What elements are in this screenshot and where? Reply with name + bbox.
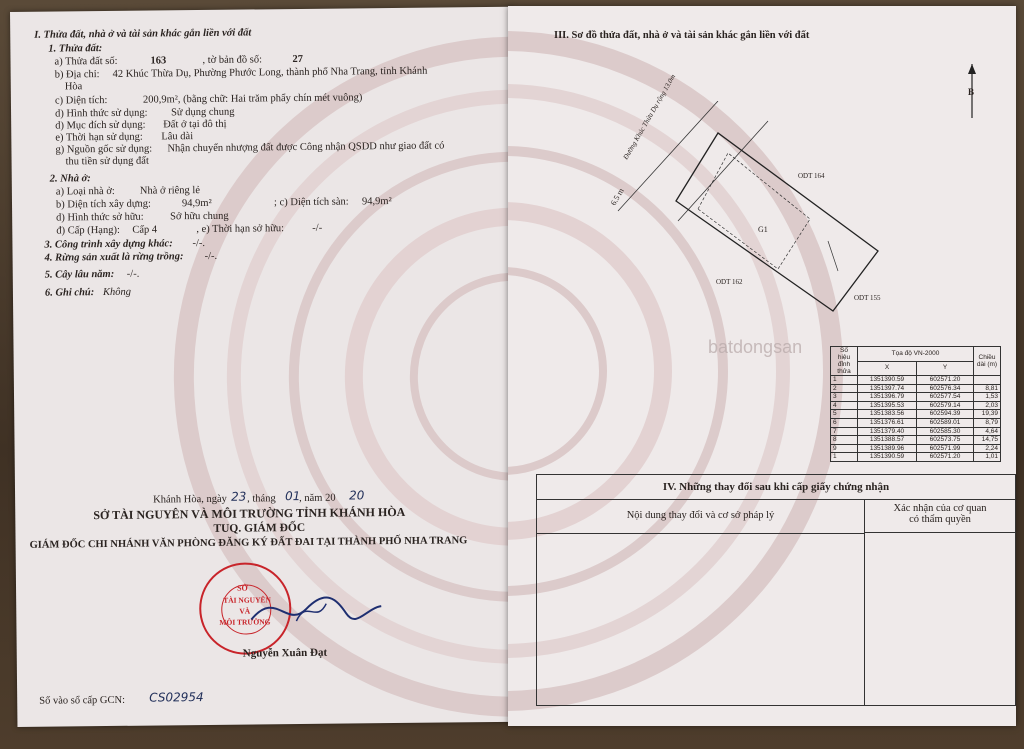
- changes-content-header: Nội dung thay đổi và cơ sở pháp lý: [537, 499, 864, 534]
- coord-cell-p: 4: [831, 401, 858, 410]
- build-area-value: 94,9m²: [181, 197, 212, 210]
- coord-cell-l: 1,53: [974, 393, 1001, 402]
- seal-text-3: VÀ: [239, 606, 251, 616]
- build-area-label: b) Diện tích xây dựng:: [55, 198, 151, 211]
- seal-text-1: SỞ: [236, 583, 248, 593]
- item-3-label: 3. Công trình xây dựng khác:: [44, 238, 173, 251]
- coord-row: [831, 376, 1001, 385]
- item-4-value: -/-.: [204, 250, 218, 262]
- changes-section: [536, 474, 1016, 706]
- address-value-cont: Hòa: [64, 81, 83, 93]
- coord-row: [831, 401, 1001, 410]
- coord-cell-x: 1351376.61: [858, 418, 917, 427]
- coord-cell-p: 7: [831, 427, 858, 436]
- item-5-value: -/-.: [126, 268, 140, 280]
- coord-cell-x: 1351383.56: [858, 410, 917, 419]
- house-type-label: a) Loại nhà ở:: [55, 185, 115, 198]
- date-year: 20: [349, 488, 365, 503]
- certificate-left-page: [10, 7, 519, 727]
- section-4-title: IV. Những thay đổi sau khi cấp giấy chứng nhận: [537, 475, 1015, 500]
- changes-confirm-header: [865, 499, 1015, 533]
- use-term-value: Lâu dài: [161, 131, 194, 143]
- adjacent-odt-155: ODT 155: [854, 294, 881, 302]
- section-3-title: III. Sơ đồ thửa đất, nhà ở và tài sản khác gắn liền với đất: [554, 30, 810, 41]
- signature: [246, 578, 387, 639]
- coord-cell-x: 1351389.96: [858, 444, 917, 453]
- north-label: B: [968, 87, 975, 97]
- coord-row: [831, 436, 1001, 445]
- certificate-right-page: [508, 6, 1016, 726]
- sheet-label: , tờ bản đồ số:: [202, 54, 263, 66]
- seal-text-2: TÀI NGUYÊN: [223, 595, 271, 605]
- coord-cell-p: 2: [831, 384, 858, 393]
- item-3-value: -/-.: [192, 237, 206, 250]
- item-5-label: 5. Cây lâu năm:: [44, 268, 115, 281]
- house-heading: 2. Nhà ở:: [49, 173, 91, 185]
- sheet-number: 27: [292, 53, 304, 66]
- coord-header-x: X: [858, 361, 917, 376]
- floor-area-value: 94,9m²: [361, 196, 392, 208]
- item-6-label: 6. Ghi chú:: [44, 287, 95, 299]
- coord-cell-l: 2,24: [974, 444, 1001, 453]
- confirm-header-line-1: Xác nhận của cơ quan: [893, 503, 987, 514]
- house-type-value: Nhà ở riêng lẻ: [139, 185, 201, 197]
- origin-value-cont: thu tiền sử dụng đất: [65, 155, 149, 168]
- coord-cell-y: 602573.75: [917, 436, 974, 445]
- coord-cell-l: 1,01: [974, 453, 1001, 462]
- coord-cell-l: 2,03: [974, 401, 1001, 410]
- date-month: 01: [285, 488, 301, 504]
- watermark-text: batdongsan: [708, 337, 803, 357]
- tuq-title: TUQ. GIÁM ĐỐC: [213, 521, 306, 535]
- coord-cell-l: 19,39: [974, 410, 1001, 419]
- item-4-label: 4. Rừng sản xuất là rừng trồng:: [44, 251, 184, 264]
- grade-label: đ) Cấp (Hạng):: [56, 224, 120, 237]
- director-title: GIÁM ĐỐC CHI NHÁNH VĂN PHÒNG ĐĂNG KÝ ĐẤT ĐAI TẠI THÀNH PHỐ NHA TRANG: [29, 535, 468, 551]
- coord-cell-l: 8,79: [974, 418, 1001, 427]
- coord-row: [831, 418, 1001, 427]
- signer-name: Nguyễn Xuân Đạt: [242, 646, 328, 660]
- coord-cell-p: 1: [831, 453, 858, 462]
- coord-cell-y: 602579.14: [917, 401, 974, 410]
- coord-row: [831, 393, 1001, 402]
- date-prefix: Khánh Hòa, ngày: [153, 493, 227, 506]
- coord-cell-y: 602594.39: [917, 410, 974, 419]
- coord-cell-y: 602577.54: [917, 393, 974, 402]
- street-width-label: 6.5 m: [608, 186, 626, 207]
- coord-header-row: [831, 347, 1001, 362]
- coord-cell-p: 1: [831, 376, 858, 385]
- date-day: 23: [231, 489, 247, 504]
- coord-cell-y: 602571.20: [917, 453, 974, 462]
- section-1-title: I. Thửa đất, nhà ở và tài sản khác gắn liền với đất: [34, 27, 252, 41]
- coord-cell-x: 1351390.59: [858, 376, 917, 385]
- ownership-label: d) Hình thức sở hữu:: [56, 211, 144, 224]
- coord-cell-l: [974, 376, 1001, 385]
- item-6-value: Không: [102, 286, 132, 299]
- confirm-header-line-2: có thẩm quyền: [909, 514, 971, 525]
- coord-row: [831, 444, 1001, 453]
- coord-row: [831, 410, 1001, 419]
- coord-cell-p: 9: [831, 444, 858, 453]
- origin-value: Nhận chuyển nhượng đất được Công nhận QSDD như giao đất có: [167, 140, 445, 155]
- building-label: G1: [758, 225, 768, 234]
- land-heading: 1. Thửa đất:: [48, 43, 103, 55]
- adjacent-odt-164: ODT 164: [798, 172, 825, 180]
- ownership-value: Sở hữu chung: [170, 210, 229, 223]
- coord-row: [831, 384, 1001, 393]
- own-term-label: , e) Thời hạn sở hữu:: [196, 223, 285, 236]
- area-value: 200,9m², (bằng chữ: Hai trăm phẩy chín mét vuông): [142, 92, 363, 106]
- use-term-label: e) Thời hạn sử dụng:: [55, 131, 143, 144]
- use-purpose-label: d) Mục đích sử dụng:: [55, 119, 146, 132]
- use-form-value: Sử dụng chung: [171, 106, 235, 119]
- own-term-value: -/-: [312, 222, 323, 234]
- coord-header-system: Tọa độ VN-2000: [858, 347, 974, 362]
- use-purpose-value: Đất ở tại đô thị: [163, 118, 227, 131]
- gcn-register-label: Số vào sổ cấp GCN:: [39, 694, 126, 707]
- coord-header-y: Y: [917, 361, 974, 376]
- date-year-label: , năm 20: [299, 492, 336, 504]
- coord-header-length: Chiều dài (m): [974, 347, 1001, 376]
- adjacent-odt-162: ODT 162: [716, 278, 743, 286]
- coord-cell-y: 602589.01: [917, 418, 974, 427]
- coord-cell-p: 5: [831, 410, 858, 419]
- street-label: Đường Khúc Thừa Dụ rộng 13.0m: [621, 73, 678, 161]
- authority-name: SỞ TÀI NGUYÊN VÀ MÔI TRƯỜNG TỈNH KHÁNH HÒA: [93, 504, 406, 523]
- coord-cell-p: 3: [831, 393, 858, 402]
- coord-cell-y: 602571.99: [917, 444, 974, 453]
- date-month-label: , tháng: [247, 493, 276, 505]
- area-label: c) Diện tích:: [54, 94, 108, 107]
- floor-area-label: ; c) Diện tích sàn:: [273, 196, 349, 209]
- coord-cell-l: 14,75: [974, 436, 1001, 445]
- column-divider: [864, 499, 865, 705]
- parcel-label: a) Thửa đất số:: [54, 55, 118, 68]
- coord-cell-p: 6: [831, 418, 858, 427]
- seal-text-4: MÔI TRƯỜNG: [219, 617, 271, 627]
- coord-cell-l: 8,81: [974, 384, 1001, 393]
- coord-cell-x: 1351379.40: [858, 427, 917, 436]
- coord-cell-y: 602585.30: [917, 427, 974, 436]
- coord-cell-x: 1351397.74: [858, 384, 917, 393]
- parcel-number: 163: [150, 55, 167, 67]
- grade-value: Cấp 4: [132, 224, 158, 236]
- address-label: b) Địa chỉ:: [54, 69, 100, 81]
- coord-cell-l: 4,64: [974, 427, 1001, 436]
- coord-row: [831, 427, 1001, 436]
- coord-cell-x: 1351395.53: [858, 401, 917, 410]
- origin-label: g) Nguồn gốc sử dụng:: [55, 143, 153, 156]
- use-form-label: d) Hình thức sử dụng:: [55, 107, 148, 120]
- coord-cell-x: 1351388.57: [858, 436, 917, 445]
- coord-row: [831, 453, 1001, 462]
- address-value: 42 Khúc Thừa Dụ, Phường Phước Long, thành phố Nha Trang, tỉnh Khánh: [112, 65, 428, 80]
- coordinate-table: [830, 346, 1001, 462]
- coord-cell-y: 602576.34: [917, 384, 974, 393]
- coord-cell-y: 602571.20: [917, 376, 974, 385]
- coord-cell-p: 8: [831, 436, 858, 445]
- coord-cell-x: 1351390.59: [858, 453, 917, 462]
- coord-header-point: Số hiệu đỉnh thửa: [831, 347, 858, 376]
- coord-cell-x: 1351396.79: [858, 393, 917, 402]
- gcn-register-number: CS02954: [149, 690, 204, 705]
